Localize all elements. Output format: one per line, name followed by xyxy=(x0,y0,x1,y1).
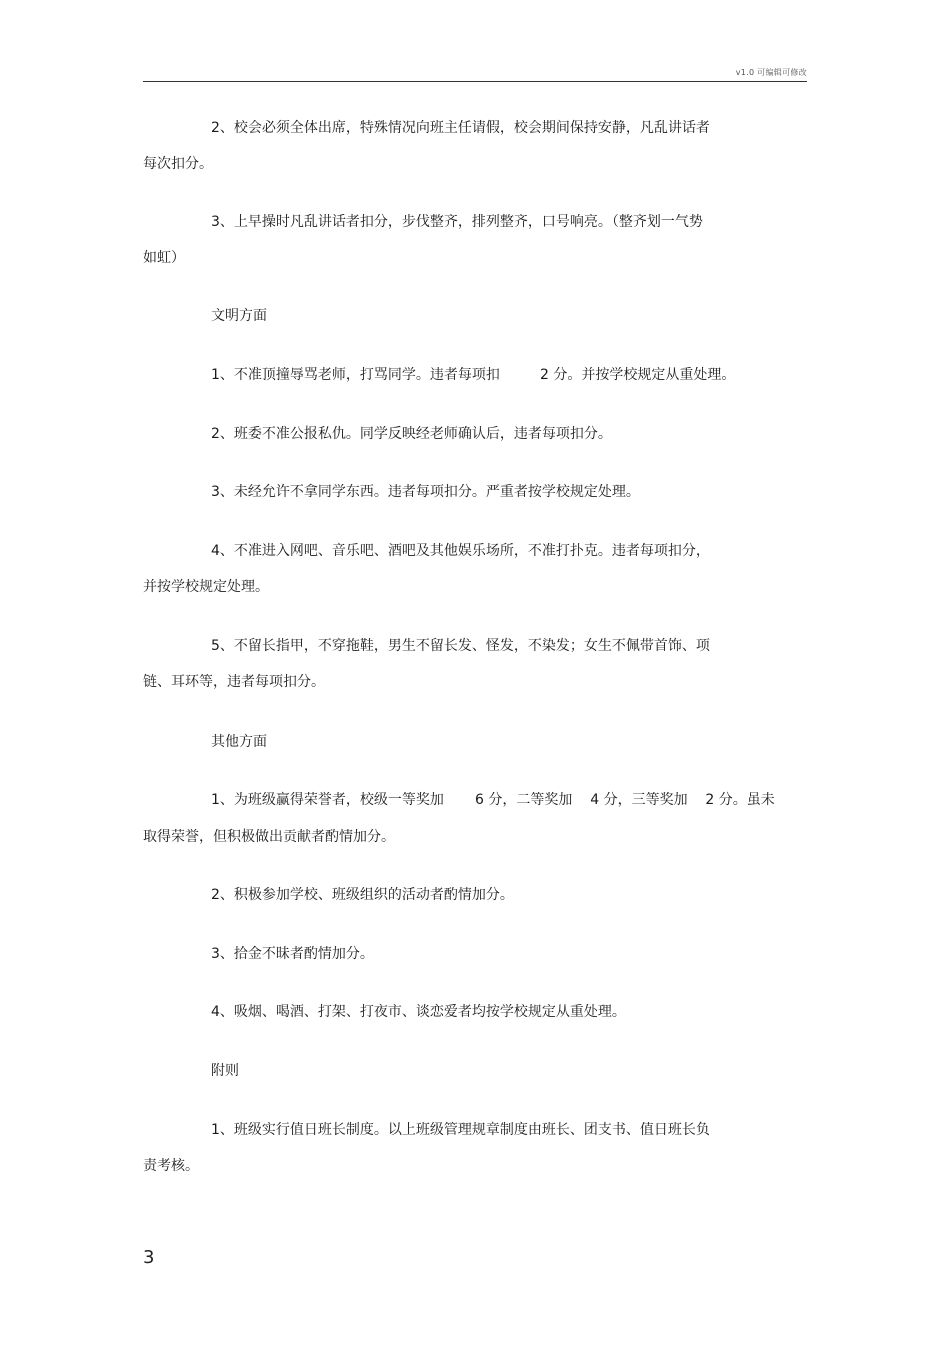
paragraph-line: 2、校会必须全体出席，特殊情况向班主任请假，校会期间保持安静，凡乱讲话者 xyxy=(211,120,710,136)
header-divider xyxy=(143,81,807,82)
paragraph-line: 责考核。 xyxy=(143,1158,199,1174)
paragraph-line: 3、上早操时凡乱讲话者扣分，步伐整齐，排列整齐，口号响亮。（整齐划一气势 xyxy=(211,214,703,230)
paragraph-line: 2、班委不准公报私仇。同学反映经老师确认后，违者每项扣分。 xyxy=(211,426,612,442)
section-heading: 文明方面 xyxy=(211,308,267,324)
paragraph-line: 5、不留长指甲，不穿拖鞋，男生不留长发、怪发，不染发；女生不佩带首饰、项 xyxy=(211,638,710,654)
paragraph-line: 4、不准进入网吧、音乐吧、酒吧及其他娱乐场所，不准打扑克。违者每项扣分， xyxy=(211,543,710,559)
header-version-note: v1.0 可编辑可修改 xyxy=(735,68,807,77)
paragraph-line: 1、班级实行值日班长制度。以上班级管理规章制度由班长、团支书、值日班长负 xyxy=(211,1122,710,1138)
paragraph-line: 3、拾金不昧者酌情加分。 xyxy=(211,946,374,962)
paragraph-line: 3、未经允许不拿同学东西。违者每项扣分。严重者按学校规定处理。 xyxy=(211,484,640,500)
page-number: 3 xyxy=(143,1247,155,1268)
paragraph-line: 每次扣分。 xyxy=(143,156,213,172)
paragraph-line: 如虹） xyxy=(143,250,185,266)
paragraph-line: 4、吸烟、喝酒、打架、打夜市、谈恋爱者均按学校规定从重处理。 xyxy=(211,1004,626,1020)
paragraph-line: 1、为班级赢得荣誉者，校级一等奖加 6 分，二等奖加 4 分，三等奖加 2 分。虽未 xyxy=(211,792,775,808)
paragraph-line: 取得荣誉，但积极做出贡献者酌情加分。 xyxy=(143,829,395,845)
paragraph-line: 1、不准顶撞辱骂老师，打骂同学。违者每项扣 2 分。并按学校规定从重处理。 xyxy=(211,367,736,383)
section-heading: 其他方面 xyxy=(211,734,267,750)
paragraph-line: 2、积极参加学校、班级组织的活动者酌情加分。 xyxy=(211,887,514,903)
paragraph-line: 并按学校规定处理。 xyxy=(143,579,269,595)
section-heading: 附则 xyxy=(211,1063,239,1079)
paragraph-line: 链、耳环等，违者每项扣分。 xyxy=(143,674,325,690)
